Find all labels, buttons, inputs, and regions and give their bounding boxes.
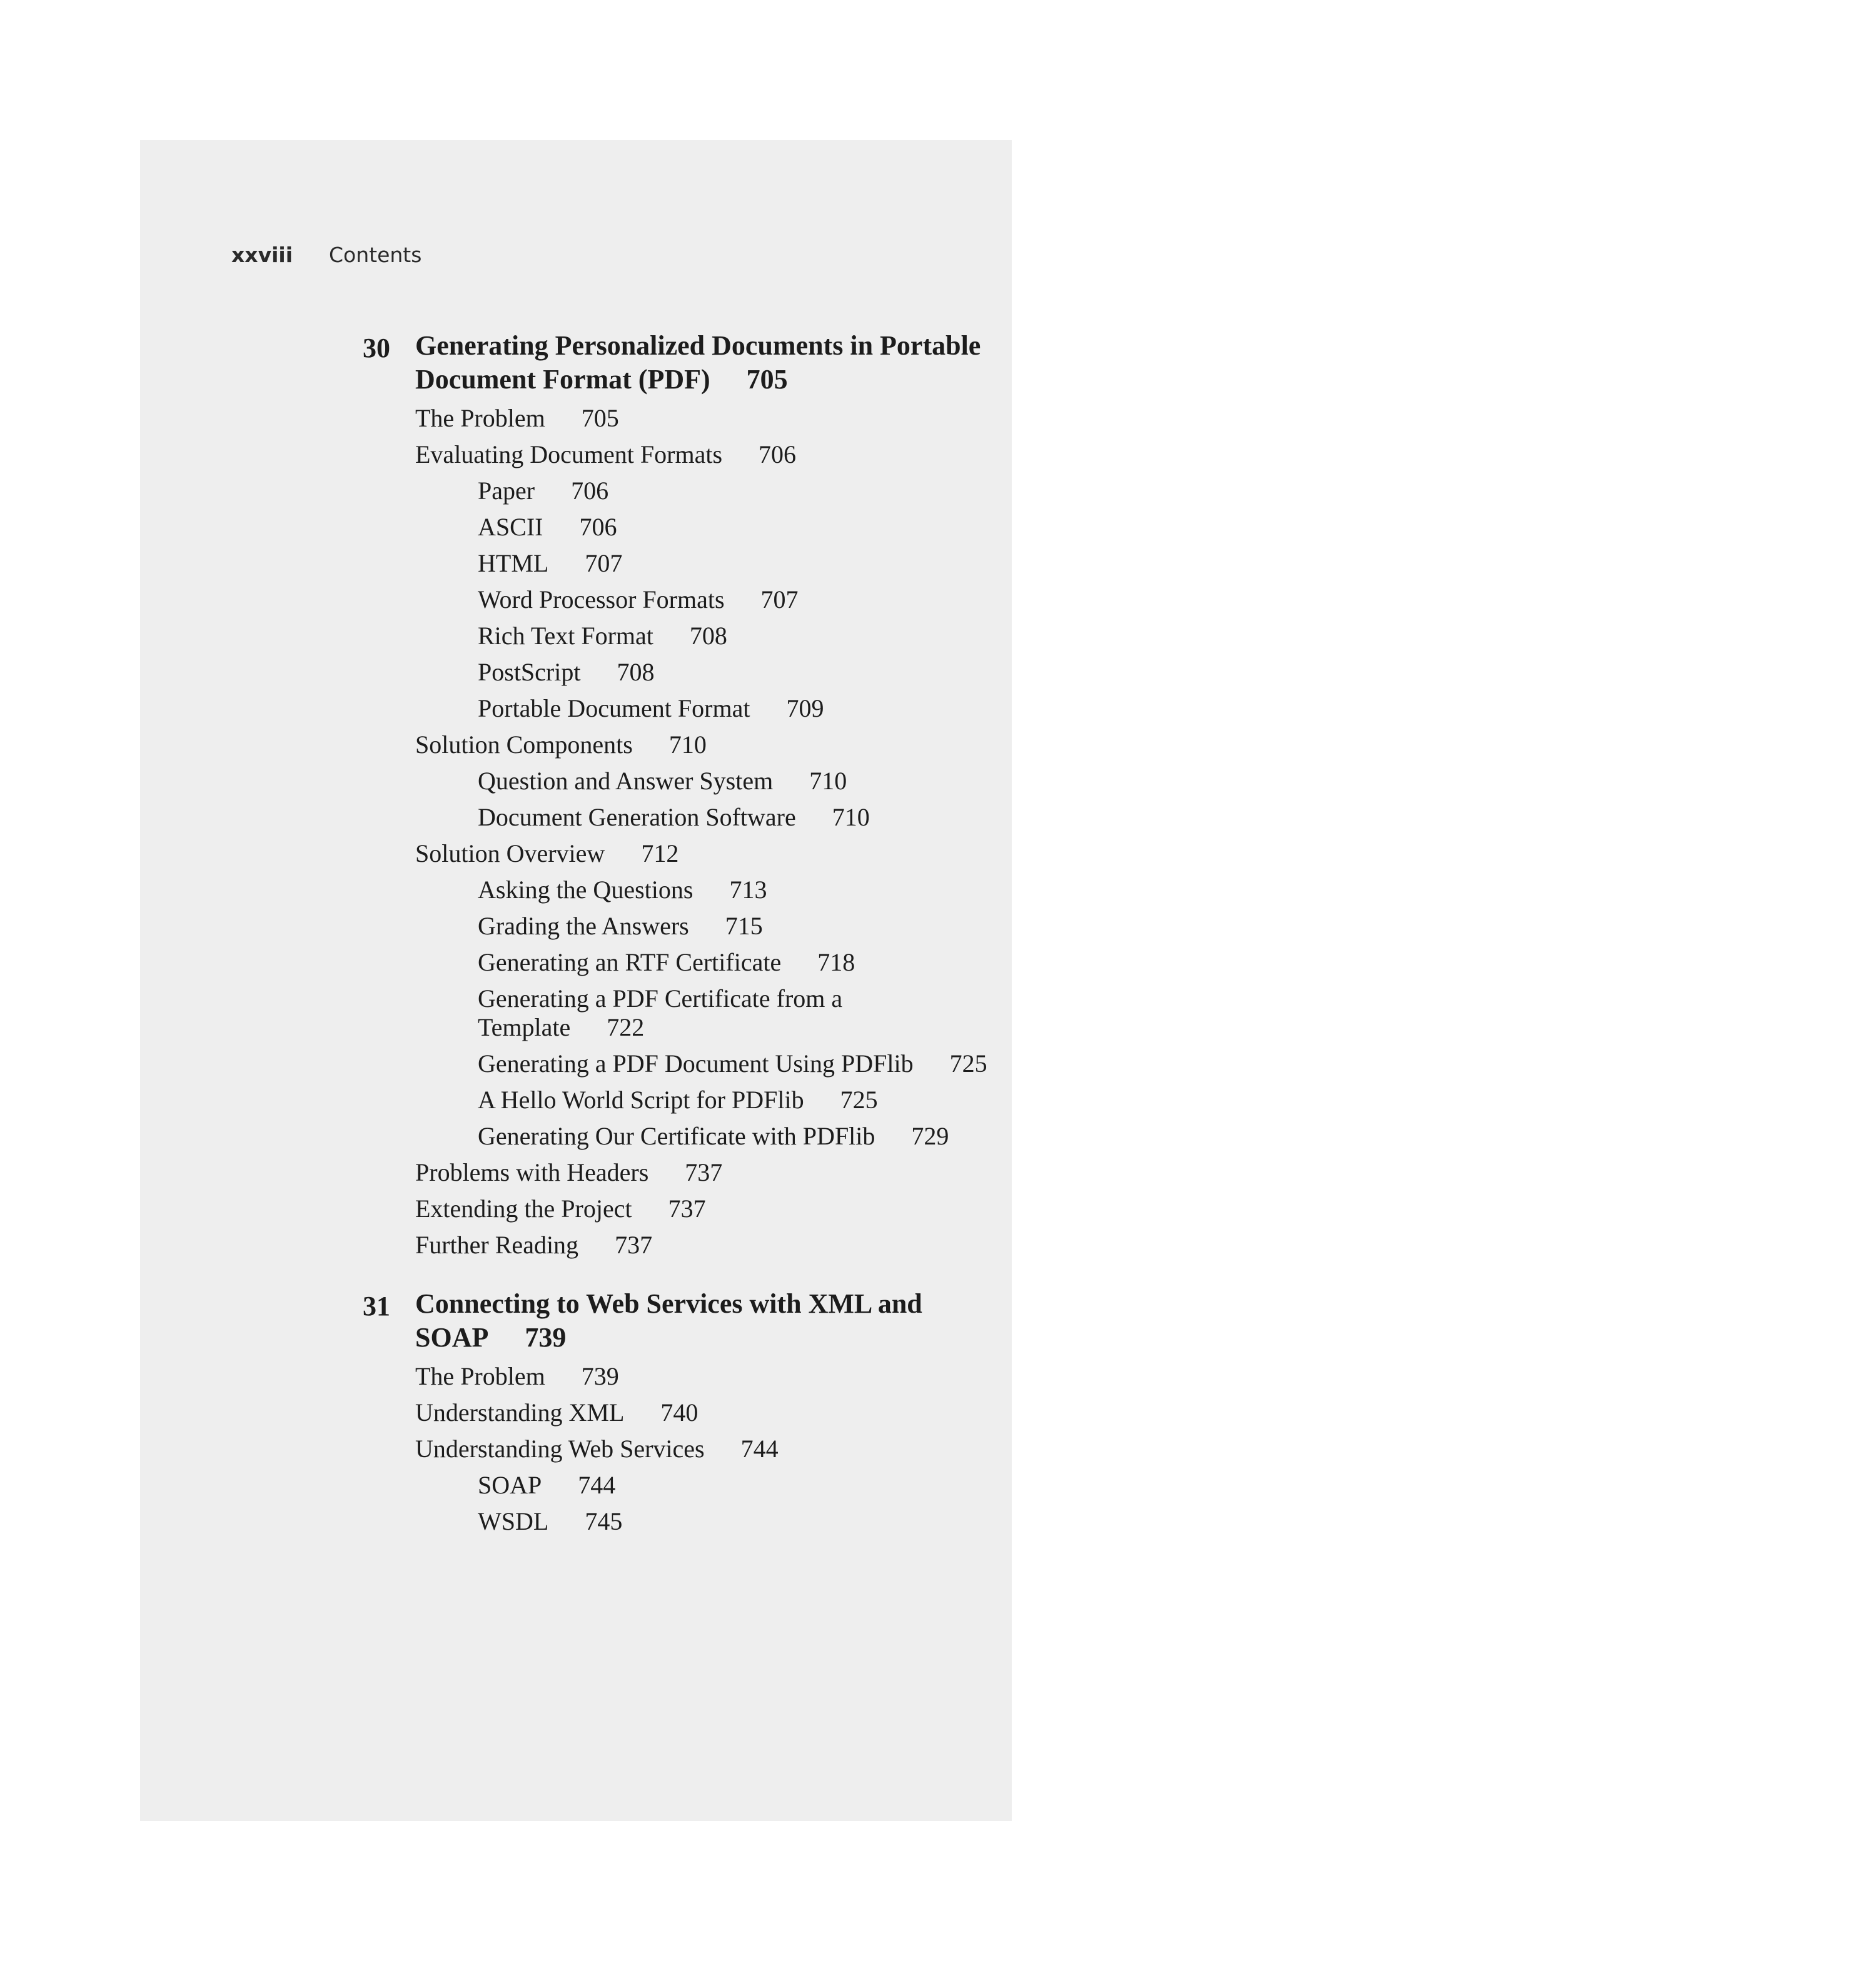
entry-title: Solution Overview bbox=[415, 839, 605, 867]
toc-section-entry bbox=[415, 1398, 988, 1427]
toc-section-entry bbox=[415, 1195, 988, 1223]
entry-title: Question and Answer System bbox=[478, 767, 774, 795]
entry-page-number: 706 bbox=[571, 477, 609, 505]
entry-page-number: 737 bbox=[685, 1158, 723, 1186]
toc-section-entry bbox=[415, 730, 988, 759]
entry-page-number: 725 bbox=[840, 1086, 878, 1114]
entry-title: Generating a PDF Certificate from a Template bbox=[478, 984, 843, 1041]
toc-subsection-entry bbox=[415, 1086, 988, 1114]
entry-page-number: 710 bbox=[668, 730, 707, 759]
toc-subsection-entry bbox=[415, 585, 988, 614]
chapter-title bbox=[415, 329, 988, 397]
entry-page-number: 709 bbox=[786, 694, 824, 722]
entry-page-number: 706 bbox=[579, 513, 617, 541]
entry-page-number: 744 bbox=[578, 1471, 616, 1499]
toc-subsection-entry bbox=[415, 912, 988, 941]
toc-subsection-entry bbox=[415, 549, 988, 578]
entry-page-number: 708 bbox=[689, 622, 727, 650]
page-number: xxviii bbox=[231, 243, 293, 267]
toc-section-entry bbox=[415, 1231, 988, 1260]
entry-page-number: 710 bbox=[832, 803, 870, 831]
entry-title: Generating an RTF Certificate bbox=[478, 948, 782, 976]
toc-section-entry bbox=[415, 440, 988, 469]
running-head bbox=[231, 243, 421, 267]
entry-title: Paper bbox=[478, 477, 535, 505]
entry-page-number: 710 bbox=[809, 767, 847, 795]
entry-page-number: 713 bbox=[729, 876, 767, 904]
entry-page-number: 737 bbox=[668, 1195, 706, 1223]
entry-title: ASCII bbox=[478, 513, 543, 541]
toc-section-entry bbox=[415, 404, 988, 433]
entry-title: PostScript bbox=[478, 658, 581, 686]
toc-subsection-entry bbox=[415, 1471, 988, 1500]
toc-subsection-entry bbox=[415, 658, 988, 687]
entry-title: Word Processor Formats bbox=[478, 585, 725, 614]
toc-subsection-entry bbox=[415, 694, 988, 723]
table-of-contents bbox=[363, 326, 988, 1536]
toc-subsection-entry bbox=[415, 948, 988, 977]
entry-title: Extending the Project bbox=[415, 1195, 632, 1223]
chapter-title-text: Connecting to Web Services with XML and SOAP bbox=[415, 1288, 922, 1353]
entry-title: Grading the Answers bbox=[478, 912, 689, 940]
running-head-section: Contents bbox=[329, 243, 422, 267]
toc-chapter bbox=[363, 1287, 988, 1536]
entry-page-number: 744 bbox=[740, 1435, 779, 1463]
entry-page-number: 725 bbox=[949, 1049, 987, 1078]
entry-page-number: 708 bbox=[617, 658, 655, 686]
entry-page-number: 740 bbox=[660, 1398, 698, 1427]
entry-page-number: 745 bbox=[585, 1507, 623, 1535]
chapter-page-number: 705 bbox=[746, 364, 788, 395]
toc-section-entry bbox=[415, 1435, 988, 1463]
entry-title: Solution Components bbox=[415, 730, 633, 759]
entry-page-number: 729 bbox=[911, 1122, 949, 1150]
toc-subsection-entry bbox=[415, 803, 988, 832]
chapter-page-number: 739 bbox=[525, 1322, 567, 1353]
entry-page-number: 715 bbox=[725, 912, 763, 940]
chapter-title-text: Generating Personalized Documents in Portable Document Format (PDF) bbox=[415, 330, 981, 395]
toc-section-entry bbox=[415, 1362, 988, 1391]
entry-page-number: 739 bbox=[581, 1362, 619, 1390]
toc-subsection-entry bbox=[415, 767, 988, 796]
toc-subsection-entry bbox=[415, 984, 988, 1042]
entry-title: The Problem bbox=[415, 404, 545, 432]
entry-title: WSDL bbox=[478, 1507, 549, 1535]
entry-title: Problems with Headers bbox=[415, 1158, 649, 1186]
toc-section-entry bbox=[415, 1158, 988, 1187]
entry-title: A Hello World Script for PDFlib bbox=[478, 1086, 804, 1114]
entry-title: Further Reading bbox=[415, 1231, 579, 1259]
entry-page-number: 707 bbox=[760, 585, 799, 614]
entry-title: Generating Our Certificate with PDFlib bbox=[478, 1122, 875, 1150]
toc-subsection-entry bbox=[415, 1049, 988, 1078]
entry-title: The Problem bbox=[415, 1362, 545, 1390]
toc-section-entry bbox=[415, 839, 988, 868]
entry-title: Asking the Questions bbox=[478, 876, 693, 904]
toc-subsection-entry bbox=[415, 1507, 988, 1536]
toc-chapter bbox=[363, 329, 988, 1260]
entry-page-number: 706 bbox=[759, 440, 797, 468]
entry-title: SOAP bbox=[478, 1471, 542, 1499]
entry-page-number: 705 bbox=[581, 404, 619, 432]
entry-page-number: 722 bbox=[607, 1013, 645, 1041]
toc-subsection-entry bbox=[415, 622, 988, 650]
toc-subsection-entry bbox=[415, 876, 988, 904]
entry-page-number: 737 bbox=[615, 1231, 653, 1259]
entry-page-number: 712 bbox=[641, 839, 679, 867]
entry-page-number: 707 bbox=[585, 549, 623, 577]
chapter-title bbox=[415, 1287, 988, 1355]
entry-title: Rich Text Format bbox=[478, 622, 653, 650]
entry-title: Understanding XML bbox=[415, 1398, 625, 1427]
entry-page-number: 718 bbox=[817, 948, 855, 976]
toc-subsection-entry bbox=[415, 1122, 988, 1151]
chapter-number: 30 bbox=[363, 333, 390, 363]
entry-title: Evaluating Document Formats bbox=[415, 440, 723, 468]
entry-title: HTML bbox=[478, 549, 549, 577]
entry-title: Understanding Web Services bbox=[415, 1435, 705, 1463]
toc-subsection-entry bbox=[415, 477, 988, 505]
toc-subsection-entry bbox=[415, 513, 988, 542]
entry-title: Generating a PDF Document Using PDFlib bbox=[478, 1049, 914, 1078]
entry-title: Document Generation Software bbox=[478, 803, 796, 831]
entry-title: Portable Document Format bbox=[478, 694, 750, 722]
chapter-number: 31 bbox=[363, 1291, 390, 1321]
